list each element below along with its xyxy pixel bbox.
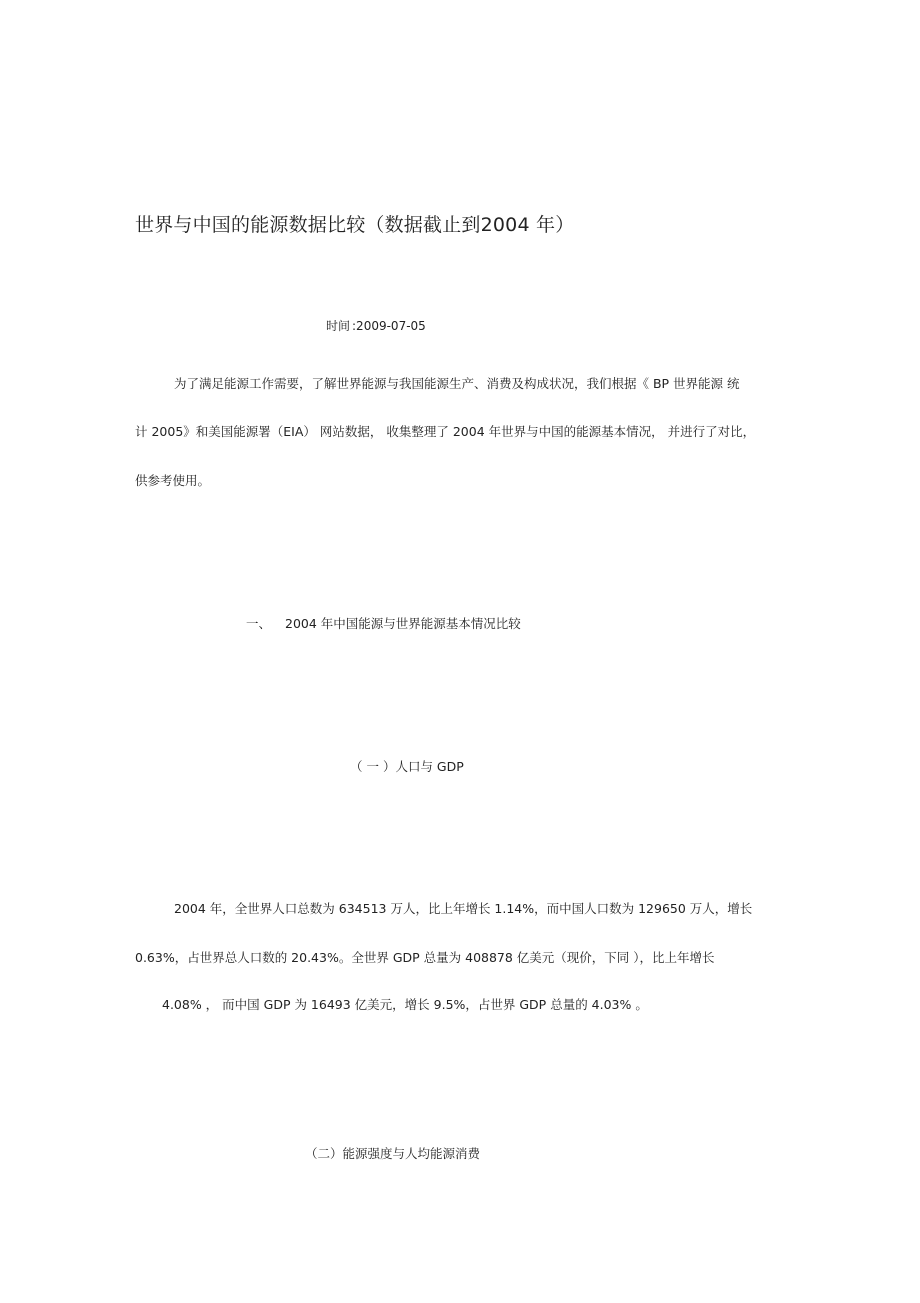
section-number: 一、 (246, 616, 272, 631)
population-gdp-paragraph-line-3: 4.08% ， 而中国 GDP 为 16493 亿美元，增长 9.5%，占世界 GDP 总量的 4.03% 。 (162, 997, 648, 1012)
date-label: 时间 (326, 319, 351, 333)
intro-paragraph-line-3: 供参考使用。 (135, 473, 211, 488)
section-heading-1 (246, 614, 521, 632)
population-gdp-paragraph-line-2: 0.63%，占世界总人口数的 20.43%。全世界 GDP 总量为 408878 亿美元（现价，下同 ），比上年增长 (135, 950, 715, 965)
intro-paragraph-line-1: 为了满足能源工作需要，了解世界能源与我国能源生产、消费及构成状况，我们根据《 BP 世界能源 统 (174, 376, 740, 391)
date-value: :2009-07-05 (352, 319, 426, 333)
intro-paragraph-line-2: 计 2005》和美国能源署（EIA） 网站数据， 收集整理了 2004 年世界与中国的能源基本情况， 并进行了对比， (135, 424, 756, 439)
publish-date (326, 317, 426, 334)
section-title: 2004 年中国能源与世界能源基本情况比较 (285, 616, 521, 631)
population-gdp-paragraph-line-1: 2004 年，全世界人口总数为 634513 万人，比上年增长 1.14%，而中国人口数为 129650 万人，增长 (174, 901, 753, 916)
document-title: 世界与中国的能源数据比较（数据截止到2004 年） (135, 214, 575, 236)
subsection-heading-population-gdp: （ 一 ）人口与 GDP (350, 759, 464, 774)
subsection-heading-energy-intensity: （二）能源强度与人均能源消费 (305, 1146, 481, 1161)
